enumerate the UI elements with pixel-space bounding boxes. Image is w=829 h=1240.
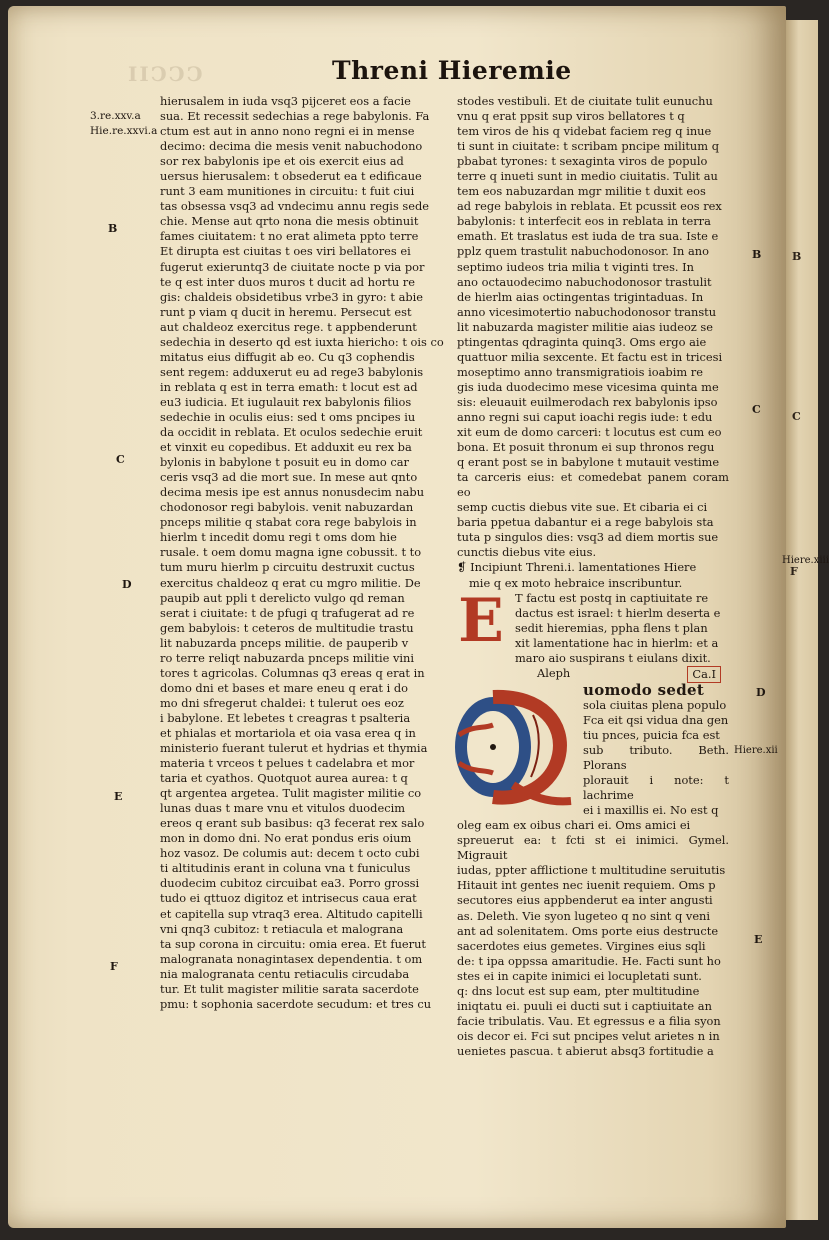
text-line: serat i ciuitate: t de pfugi q trafugerat ad re — [160, 605, 415, 620]
text-line: ro terre reliqt nabuzarda pnceps militie vini — [160, 650, 415, 665]
text-line: hierusalem in iuda vsq3 pijceret eos a facie — [160, 94, 411, 108]
text-line: da occidit in reblata. Et oculos sedechie eruit — [160, 425, 423, 440]
text-line: chodonosor regi babylois. venit nabuzardan — [160, 500, 414, 515]
paragraph-mark-icon: ❡ — [457, 560, 467, 575]
text-line: xit eum de domo carceri: t locutus est cum eo — [457, 425, 722, 440]
text-line: pmu: t sophonia sacerdote secudum: et tres cu — [160, 996, 432, 1011]
text-line: sedechie in oculis eius: sed t oms pncipes iu — [160, 409, 416, 424]
margin-letter: C — [752, 403, 761, 416]
margin-letter: E — [114, 790, 123, 803]
aleph-label: Aleph — [537, 665, 571, 680]
text-line: eu3 iudicia. Et iugulauit rex babylonis filios — [160, 394, 412, 409]
text-line: ei i maxillis ei. No est q — [583, 803, 719, 818]
text-line: de: t ipa oppssa amaritudie. He. Facti sunt ho — [457, 953, 721, 968]
text-line: xit lamentatione hac in hierlm: et a — [515, 635, 719, 650]
text-line: decima mesis ipe est annus nonusdecim nabu — [160, 485, 425, 500]
text-line: babylonis: t interfecit eos in reblata in terra — [457, 214, 711, 229]
prologue-last-line: maro aio suspirans t eiulans dixit. — [515, 650, 711, 665]
prologue — [457, 585, 729, 656]
text-line: mo dni sfregerut chaldei: t tulerut oes eoz — [160, 695, 404, 710]
text-line: de hierlm aias octingentas trigintaduas. In — [457, 289, 704, 304]
text-line: bylonis in babylone t posuit eu in domo car — [160, 455, 409, 470]
text-line: cunctis diebus vite eius. — [457, 545, 597, 560]
text-line: ceris vsq3 ad die mort sue. In mese aut qnto — [160, 470, 418, 485]
text-line: duodecim cubitoz circuibat ea3. Porro grossi — [160, 876, 420, 891]
text-line: fames ciuitatem: t no erat alimeta ppto terre — [160, 229, 419, 244]
text-line: sent regem: adduxerut eu ad rege3 babylonis — [160, 364, 424, 379]
text-line: malogranata nonagintasex dependentia. t om — [160, 951, 423, 966]
text-line: pplz quem trastulit nabuchodonosor. In ano — [457, 244, 709, 259]
text-line: ereos q erant sub basibus: q3 fecerat rex salo — [160, 816, 425, 831]
text-line: anno regni sui caput ioachi regis iude: t edu — [457, 409, 713, 424]
text-line: decimo: decima die mesis venit nabuchodono — [160, 139, 423, 154]
text-line: mon in domo dni. No erat pondus eris oium — [160, 831, 412, 846]
incipit-line-2: mie q ex moto hebraice inscribuntur. — [469, 575, 683, 590]
text-line: Hitauit int gentes nec iuenit requiem. Oms p — [457, 878, 716, 893]
text-line: sedit hieremias, ppha flens t plan — [515, 620, 708, 635]
text-line: et capitella sup vtraq3 erea. Altitudo capitelli — [160, 906, 423, 921]
text-line: semp cuctis diebus vite sue. Et cibaria ei ci — [457, 500, 708, 515]
margin-letter: F — [110, 960, 118, 973]
text-line: tur. Et tulit magister militie sarata sacerdote — [160, 981, 419, 996]
text-line: pnceps militie q stabat cora rege babylois in — [160, 515, 417, 530]
text-line: stodes vestibuli. Et de ciuitate tulit eunuchu — [457, 94, 713, 108]
facing-margin-letter: B — [792, 250, 802, 263]
text-line: tores t agricolas. Columnas q3 ereas q erat in — [160, 665, 425, 680]
facing-margin-letter: F — [790, 565, 798, 578]
margin-note: Hiere.xii — [734, 745, 778, 756]
text-line: plorauit i note: t lachrime — [583, 773, 729, 803]
text-line: hoz vasoz. De columis aut: decem t octo cubi — [160, 846, 420, 861]
text-line: gem babylois: t ceteros de multitudie trastu — [160, 620, 414, 635]
text-line: domo dni et bases et mare eneu q erat i do — [160, 680, 409, 695]
text-line: sola ciuitas plena populo — [583, 697, 727, 712]
text-line: sub tributo. Beth. Plorans — [583, 743, 729, 773]
left-text-column — [160, 94, 448, 1012]
text-line: nia malogranata centu retiaculis circudaba — [160, 966, 410, 981]
text-line: vni qnq3 cubitoz: t retiacula et malograna — [160, 921, 404, 936]
text-line: sacerdotes eius gemetes. Virgines eius sqli — [457, 938, 706, 953]
initial-e-icon: E — [458, 585, 504, 656]
text-line: runt p viam q ducit in heremu. Persecut est — [160, 304, 412, 319]
margin-letter: E — [754, 933, 763, 946]
margin-letter: C — [116, 453, 125, 466]
text-line: paupib aut ppli t derelicto vulgo qd reman — [160, 590, 405, 605]
text-line: lit nabuzarda pnceps militie. de pauperib v — [160, 635, 409, 650]
text-line: uersus hierusalem: t obsederut ea t edificaue — [160, 169, 422, 184]
text-line: T factu est postq in captiuitate re — [515, 590, 709, 605]
text-line: tudo ei qttuoz digitoz et intrisecus caua erat — [160, 891, 417, 906]
margin-reference: 3.re.xxv.a — [90, 110, 141, 122]
text-line: runt 3 eam munitiones in circuitu: t fuit ciui — [160, 184, 415, 199]
text-line: sis: eleuauit euilmerodach rex babylonis ipso — [457, 394, 718, 409]
text-line: ctum est aut in anno nono regni ei in mense — [160, 124, 415, 139]
lament-lines — [457, 818, 729, 1059]
text-line: ministerio fuerant tulerut et hydrias et thymia — [160, 741, 428, 756]
lament-block — [457, 680, 729, 818]
text-line: facie tribulatis. Vau. Et egressus e a filia syon — [457, 1013, 721, 1028]
text-line: tum muru hierlm p circuitu destruxit cuctus — [160, 560, 415, 575]
lament-title: uomodo sedet — [583, 680, 705, 699]
text-line: te q est inter duos muros t ducit ad hortu re — [160, 274, 415, 289]
text-line: ti sunt in ciuitate: t scribam pncipe militum q — [457, 139, 719, 154]
margin-letter: D — [756, 686, 766, 699]
text-line: ptingentas qdraginta quinq3. Oms ergo aie — [457, 334, 707, 349]
text-line: oleg eam ex oibus chari ei. Oms amici ei — [457, 818, 691, 833]
text-line: baria ppetua dabantur ei a rege babylois sta — [457, 515, 714, 530]
right-column-body — [457, 94, 729, 560]
text-line: spreuerut ea: t fcti st ei inimici. Gymel. Migrauit — [457, 833, 729, 863]
text-line: et vinxit eu copedibus. Et adduxit eu rex ba — [160, 440, 412, 455]
text-line: i babylone. Et lebetes t creagras t psalteria — [160, 710, 411, 725]
text-line: aut chaldeoz exercitus rege. t appbenderunt — [160, 319, 417, 334]
facing-margin-letter: C — [792, 410, 801, 423]
text-line: mitatus eius diffugit ab eo. Cu q3 cophendis — [160, 349, 415, 364]
incipit-line — [457, 560, 729, 575]
text-line: gis iuda duodecimo mese vicesima quinta me — [457, 379, 719, 394]
margin-letter: D — [122, 578, 132, 591]
margin-letter: B — [108, 222, 118, 235]
right-text-column — [457, 94, 729, 1059]
text-line: chie. Mense aut qrto nona die mesis obtinuit — [160, 214, 419, 229]
page-title: Threni Hieremie — [332, 56, 572, 85]
text-line: iudas, ppter afflictione t multitudine seruitutis — [457, 863, 726, 878]
margin-reference: Hie.re.xxvi.a — [90, 125, 158, 137]
text-line: tas obsessa vsq3 ad vndecimu annu regis sede — [160, 199, 430, 214]
text-line: exercitus chaldeoz q erat cu mgro militie. De — [160, 575, 421, 590]
text-line: hierlm t incedit domu regi t oms dom hie — [160, 530, 397, 545]
text-line: ti altitudinis erant in coluna vna t funiculus — [160, 861, 411, 876]
text-line: quattuor milia sexcente. Et factu est in tricesi — [457, 349, 723, 364]
facing-page-edge — [786, 20, 818, 1220]
text-line: secutores eius appbenderut ea inter angusti — [457, 893, 713, 908]
text-line: terre q inueti sunt in medio ciuitatis. Tulit au — [457, 169, 718, 184]
text-line: ois decor ei. Fci sut pncipes velut arietes n in — [457, 1028, 720, 1043]
text-line: qt argentea argetea. Tulit magister militie co — [160, 786, 422, 801]
text-line: rusale. t oem domu magna igne cobussit. t to — [160, 545, 422, 560]
text-line: et phialas et mortariola et oia vasa erea q in — [160, 725, 416, 740]
text-line: sua. Et recessit sedechias a rege babylonis. Fa — [160, 109, 430, 124]
text-line: tuta p singulos dies: vsq3 ad diem mortis sue — [457, 530, 719, 545]
incipit-text: Incipiunt Threni.i. lamentationes Hiere — [470, 560, 697, 575]
text-line: materia t vrceos t pelues t cadelabra et mor — [160, 756, 415, 771]
text-line: sor rex babylonis ipe et ois exercit eius ad — [160, 154, 404, 169]
text-line: lit nabuzarda magister militie aias iudeoz se — [457, 319, 714, 334]
text-line: as. Deleth. Vie syon lugeteo q no sint q veni — [457, 908, 711, 923]
text-line: moseptimo anno transmigratiois ioabim re — [457, 364, 703, 379]
text-line: bona. Et posuit thronum ei sup thronos regu — [457, 440, 715, 455]
text-line: tem eos nabuzardan mgr militie t duxit eos — [457, 184, 706, 199]
text-line: tem viros de his q videbat faciem reg q inue — [457, 124, 712, 139]
text-line: emath. Et traslatus est iuda de tra sua. Iste e — [457, 229, 719, 244]
text-line: q erant post se in babylone t mutauit vestime — [457, 455, 720, 470]
text-line: sedechia in deserto qd est iuxta hiericho: t ois co — [160, 334, 444, 349]
text-line: pbabat tyrones: t sexaginta viros de populo — [457, 154, 708, 169]
text-line: q: dns locut est sup eam, pter multitudine — [457, 983, 700, 998]
initial-q-icon — [453, 685, 575, 807]
text-line: dactus est israel: t hierlm deserta e — [515, 605, 721, 620]
margin-note: Hiere.xiii — [782, 555, 829, 566]
text-line: ant ad solenitatem. Oms porte eius destructe — [457, 923, 719, 938]
text-line: stes ei in capite inimici ei locupletati sunt. — [457, 968, 702, 983]
text-line: taria et cyathos. Quotquot aurea aurea: t q — [160, 771, 408, 786]
text-line: Fca eit qsi vidua dna gen — [583, 712, 729, 727]
text-line: tiu pnces, puicia fca est — [583, 727, 720, 742]
text-line: ad rege babylois in reblata. Et pcussit eos rex — [457, 199, 722, 214]
text-line: ta sup corona in circuitu: omia erea. Et fuerut — [160, 936, 427, 951]
text-line: vnu q erat ppsit sup viros bellatores t q — [457, 109, 685, 124]
margin-letter: B — [752, 248, 762, 261]
text-line: anno vicesimotertio nabuchodonosor transtu — [457, 304, 717, 319]
chapter-label: Ca.I — [687, 666, 721, 683]
text-line: fugerut exieruntq3 de ciuitate nocte p via por — [160, 259, 425, 274]
text-line: ta carceris eius: et comedebat panem coram eo — [457, 470, 729, 500]
text-line: iniqtatu ei. puuli ei ducti sut i captiuitate an — [457, 998, 712, 1013]
text-line: uenietes pascua. t abierut absq3 fortitudie a — [457, 1043, 714, 1058]
text-line: septimo iudeos tria milia t viginti tres. In — [457, 259, 695, 274]
text-line: Et dirupta est ciuitas t oes viri bellatores ei — [160, 244, 411, 259]
text-line: gis: chaldeis obsidetibus vrbe3 in gyro: t abie — [160, 289, 424, 304]
text-line: ano octauodecimo nabuchodonosor trastulit — [457, 274, 712, 289]
bleed-through-header: CCCII — [126, 62, 203, 86]
text-line: lunas duas t mare vnu et vitulos duodecim — [160, 801, 406, 816]
text-line: in reblata q est in terra emath: t locut est ad — [160, 379, 418, 394]
